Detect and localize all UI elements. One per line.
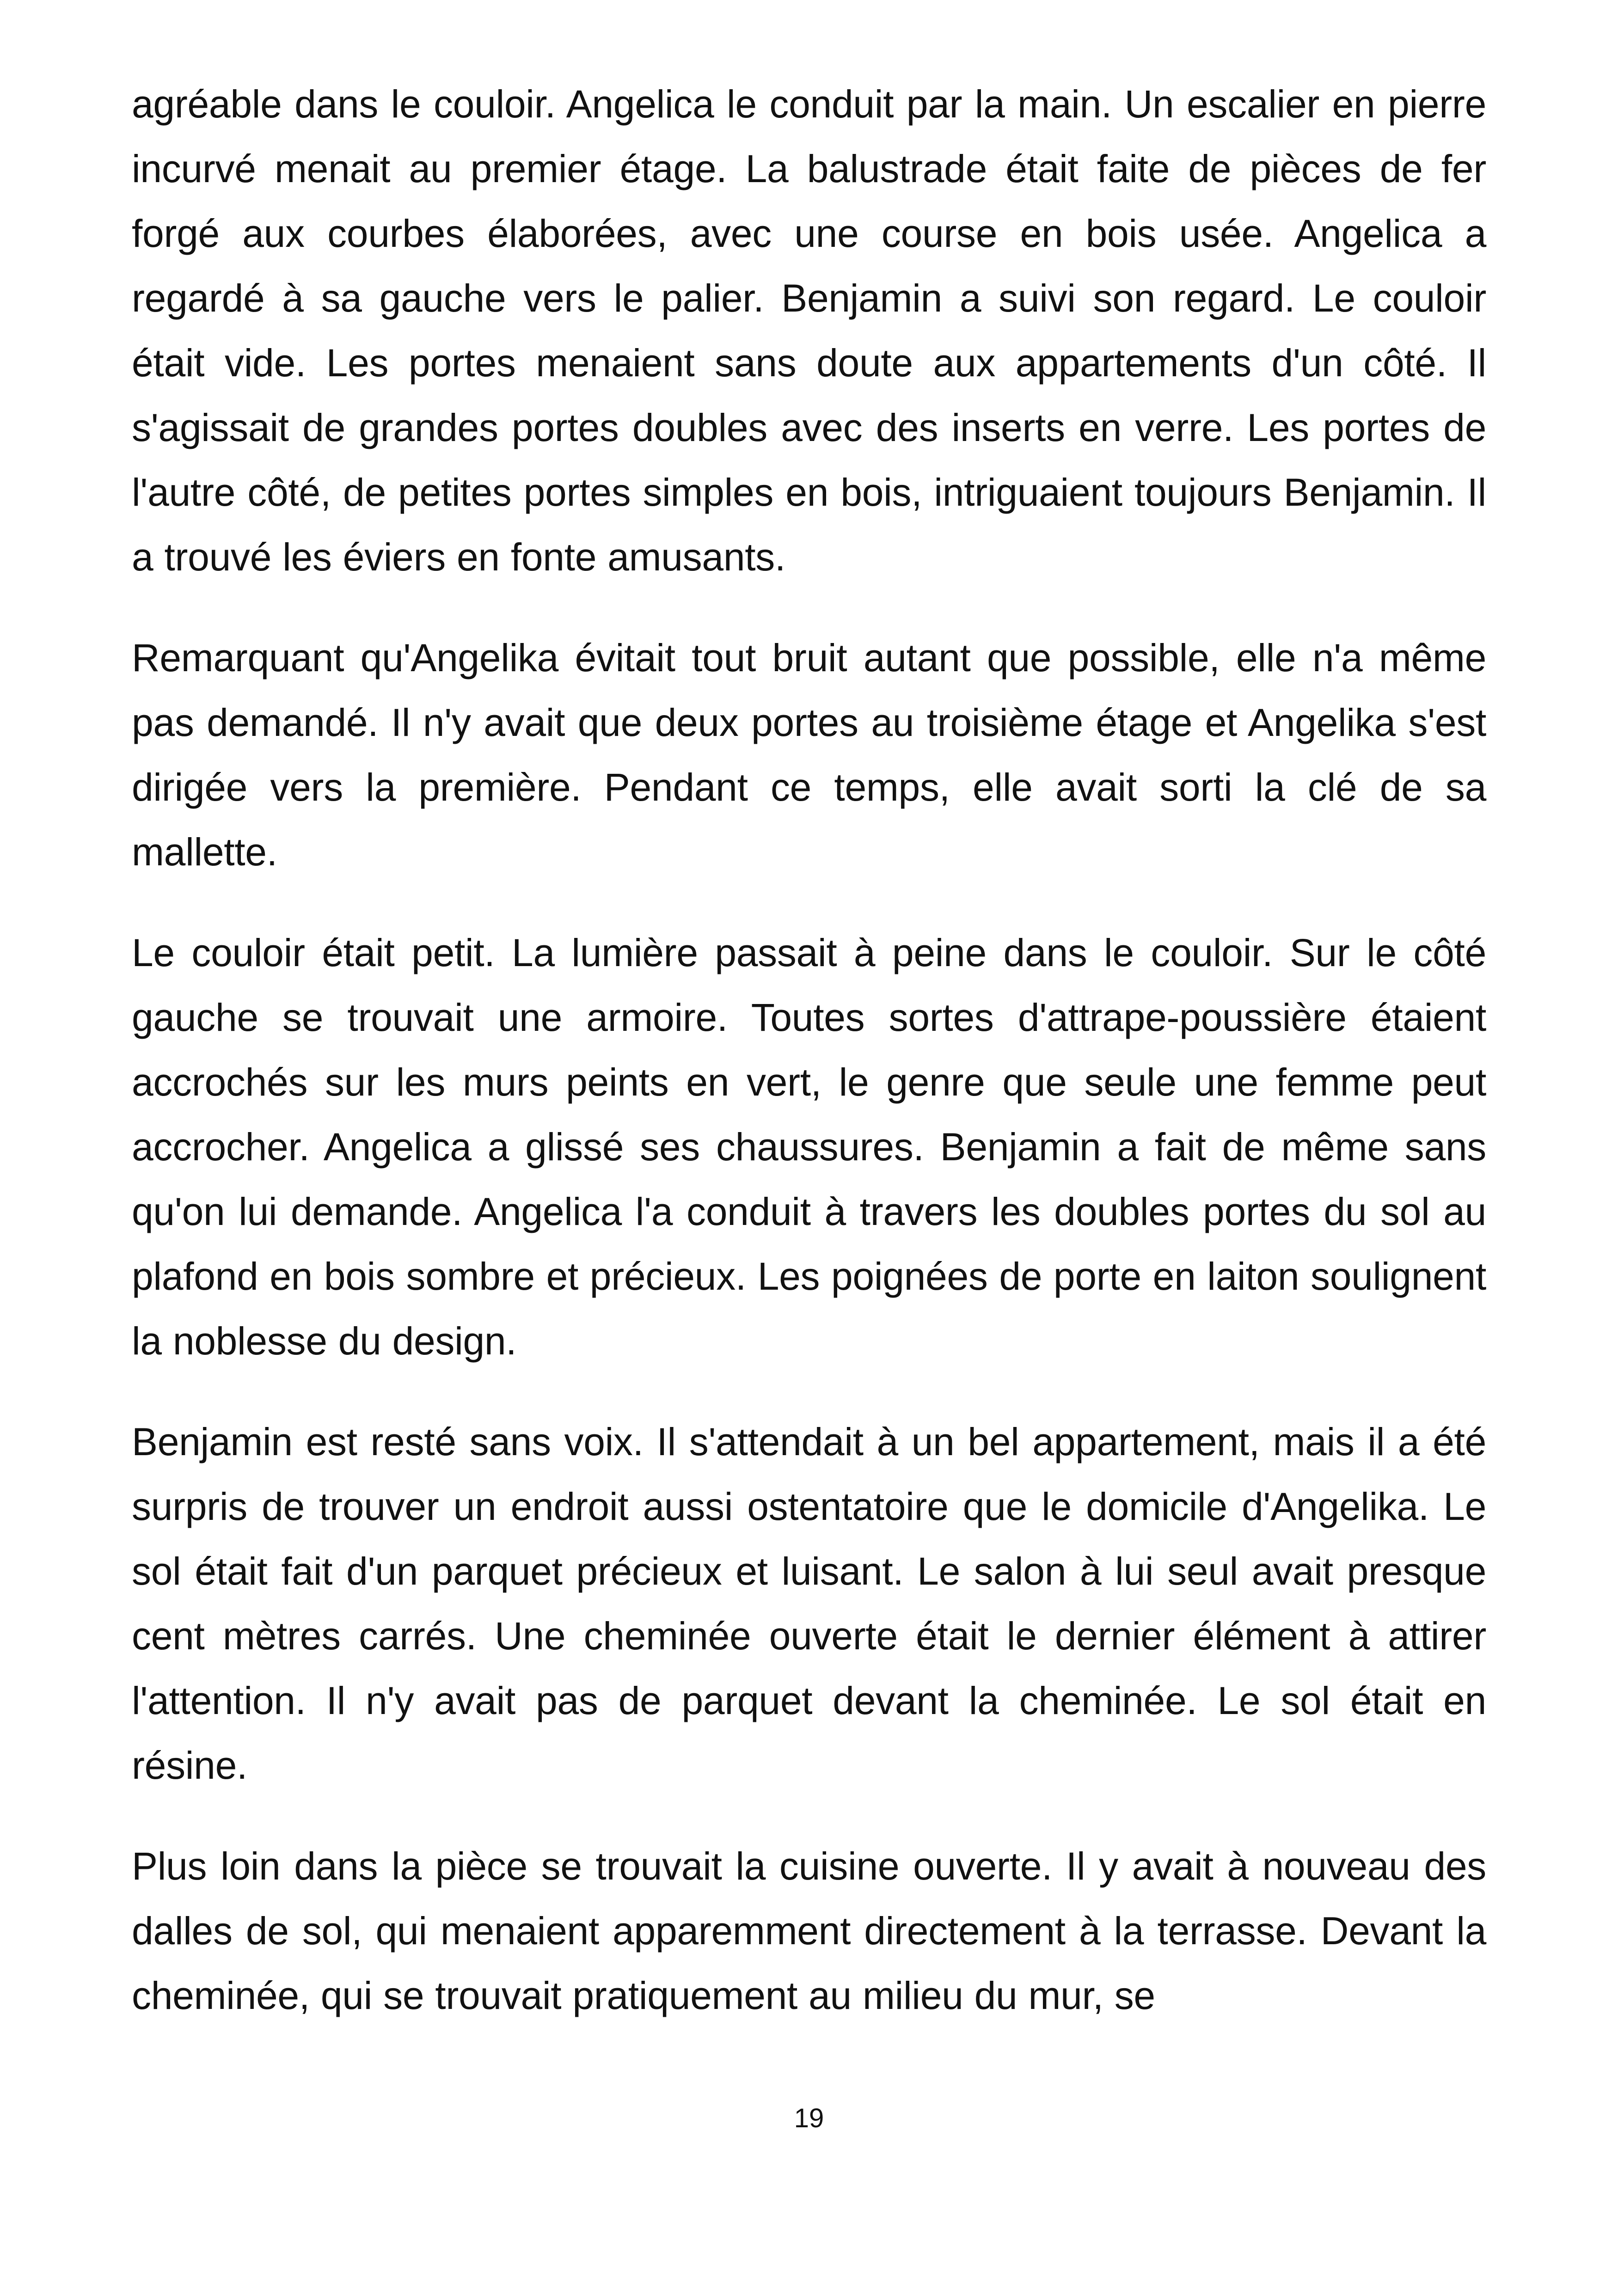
page-number: 19 xyxy=(794,2103,824,2133)
paragraph-5: Plus loin dans la pièce se trouvait la cuisine ouverte. Il y avait à nouveau des dalles de sol, qui menaient apparemment directement à la terrasse. Devant la cheminée, qui se trouvait pratiquement au milieu du mur, se xyxy=(132,1844,1486,2017)
paragraph-4: Benjamin est resté sans voix. Il s'attendait à un bel appartement, mais il a été surpris de trouver un endroit aussi ostentatoire que le domicile d'Angelika. Le sol était fait d'un parquet précieux et luisant. Le salon à lui seul avait presque cent mètres carrés. Une cheminée ouverte était le dernier élément à attirer l'attention. Il n'y avait pas de parquet devant la cheminée. Le sol était en résine. xyxy=(132,1420,1486,1787)
paragraph-2: Remarquant qu'Angelika évitait tout bruit autant que possible, elle n'a même pas demandé. Il n'y avait que deux portes au troisième étage et Angelika s'est dirigée vers la première. Pendant ce temps, elle avait sorti la clé de sa mallette. xyxy=(132,636,1486,874)
paragraph-1: agréable dans le couloir. Angelica le conduit par la main. Un escalier en pierre incurvé menait au premier étage. La balustrade était faite de pièces de fer forgé aux courbes élaborées, avec une course en bois usée. Angelica a regardé à sa gauche vers le palier. Benjamin a suivi son regard. Le couloir était vide. Les portes menaient sans doute aux appartements d'un côté. Il s'agissait de grandes portes doubles avec des inserts en verre. Les portes de l'autre côté, de petites portes simples en bois, intriguaient toujours Benjamin. Il a trouvé les éviers en fonte amusants. xyxy=(132,82,1486,579)
paragraph-3: Le couloir était petit. La lumière passait à peine dans le couloir. Sur le côté gauche se trouvait une armoire. Toutes sortes d'attrape-poussière étaient accrochés sur les murs peints en vert, le genre que seule une femme peut accrocher. Angelica a glissé ses chaussures. Benjamin a fait de même sans qu'on lui demande. Angelica l'a conduit à travers les doubles portes du sol au plafond en bois sombre et précieux. Les poignées de porte en laiton soulignent la noblesse du design. xyxy=(132,931,1486,1363)
body-text xyxy=(132,72,1486,2064)
